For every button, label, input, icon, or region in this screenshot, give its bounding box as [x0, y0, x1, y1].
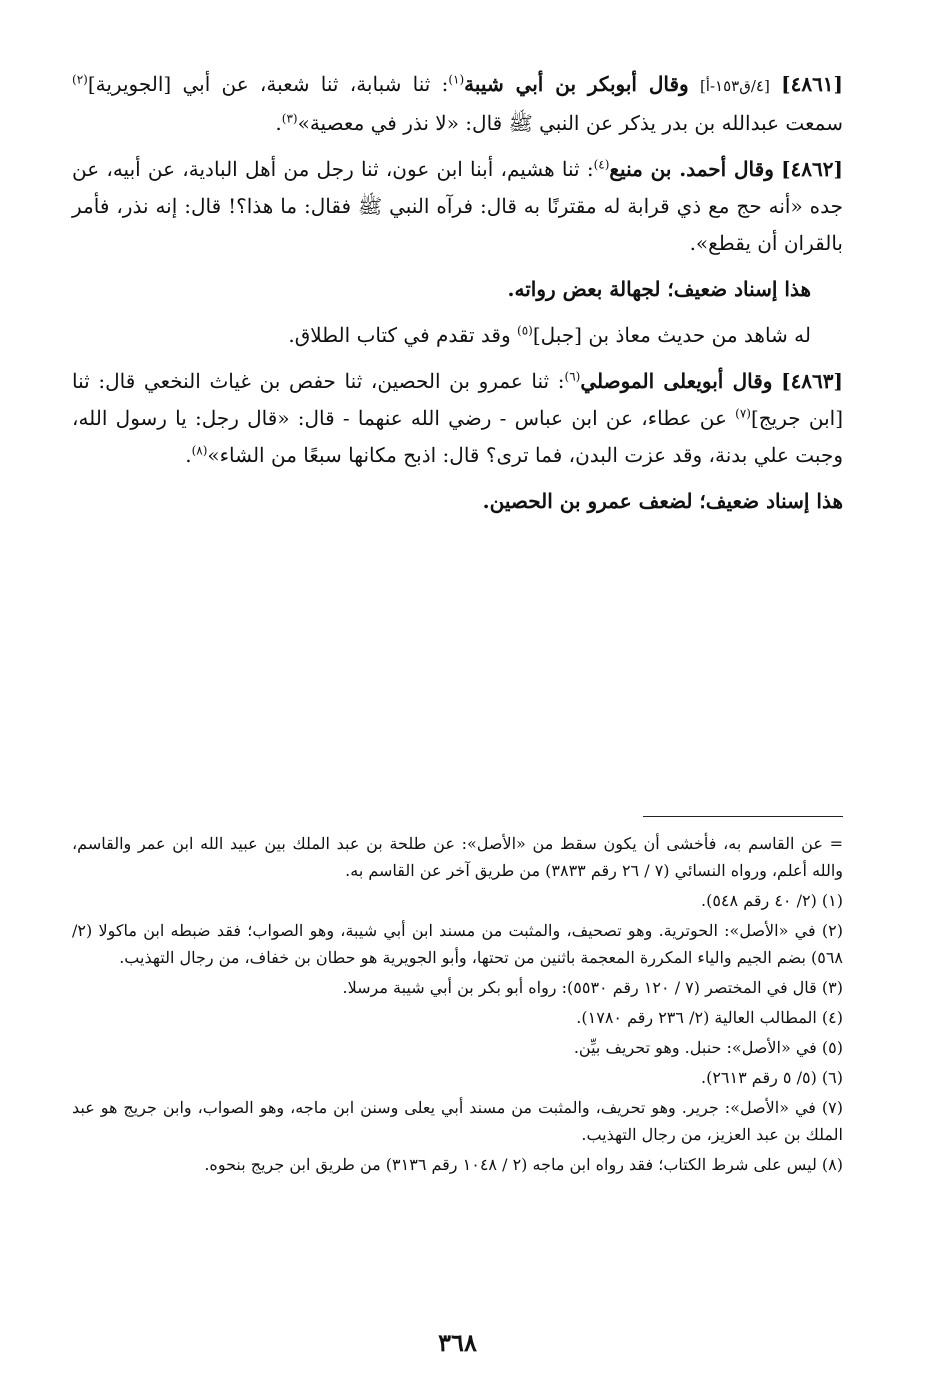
hadith-4863: [72, 363, 843, 474]
isnad-grading: هذا إسناد ضعيف؛ لجهالة بعض رواته.: [507, 277, 811, 301]
hadith-4861: [72, 66, 843, 142]
footnote-8: (٨) ليس على شرط الكتاب؛ فقد رواه ابن ماجه (٢ / ١٠٤٨ رقم ٣١٣٦) من طريق ابن جريج بنحوه.: [204, 1155, 843, 1174]
hadith-text: عن عطاء، عن ابن عباس - رضي الله عنهما - قال: «قال رجل: يا رسول الله، وجبت علي بدنة، وقد عزت البدن، فما ترى؟ قال: اذبح مكانها سبعًا من الشاء»: [72, 406, 843, 467]
narrator-lead: وقال أبويعلى الموصلي: [580, 369, 773, 393]
footnote-marker: (٢): [72, 72, 88, 87]
footnote-marker: (٤): [593, 157, 610, 172]
hadith-text: .: [275, 111, 282, 135]
footnote-marker: (٣): [281, 111, 298, 126]
hadith-number: [٤٨٦٢]: [781, 157, 843, 181]
isnad-grading: هذا إسناد ضعيف؛ لضعف عمرو بن الحصين.: [482, 489, 843, 513]
footnote-2: (٢) في «الأصل»: الحوترية. وهو تصحيف، والمثبت من مسند ابن أبي شيبة، وهو الصواب؛ فقد ضبطه ابن ماكولا (٢/ ٥٦٨) بضم الجيم والياء المكررة المعجمة باثنين من تحتها، وأبو الجويرية هو حطان بن خفاف، من رجال التهذيب.: [72, 921, 843, 967]
hadith-number: [٤٨٦١]: [781, 72, 844, 96]
hadith-4862: [72, 151, 843, 262]
footnote-divider: [643, 816, 843, 817]
witness-text: وقد تقدم في كتاب الطلاق.: [288, 323, 517, 347]
footnote-marker: (١): [448, 72, 465, 87]
footnote-1: (١) (٢/ ٤٠ رقم ٥٤٨).: [701, 891, 843, 910]
footnote-marker: (٨): [191, 443, 208, 458]
page-body: [72, 66, 843, 1374]
witness-note: [72, 317, 843, 354]
witness-text: له شاهد من حديث معاذ بن [جبل]: [532, 323, 811, 347]
footnote-marker: (٥): [517, 323, 533, 338]
footnote-3: (٣) قال في المختصر (٧ / ١٢٠ رقم ٥٥٣٠): رواه أبو بكر بن أبي شيبة مرسلا.: [342, 978, 843, 997]
hadith-text: : ثنا هشيم، أبنا ابن عون، ثنا رجل من أهل البادية، عن أبيه، عن جده «أنه حج مع ذي قرابة له مقترنًا به قال: فرآه النبي ﷺ فقال: ما هذا؟! قال: إنه نذر، فأمر بالقران أن يقطع».: [72, 157, 843, 255]
manuscript-ref: [٤/ق١٥٣-أ]: [699, 77, 770, 95]
footnote-4: (٤) المطالب العالية (٢/ ٢٣٦ رقم ١٧٨٠).: [576, 1008, 843, 1027]
hadith-text: : ثنا شبابة، ثنا شعبة، عن أبي [الجويرية]: [87, 72, 449, 96]
page-number: ٣٦٨: [438, 1328, 477, 1357]
footnote-continuation: = عن القاسم به، فأخشى أن يكون سقط من «الأصل»: عن طلحة بن عبد الملك بين عبيد الله ابن عمر والقاسم، والله أعلم، ورواه النسائي (٧ / ٢٦ رقم ٣٨٣٣) من طريق آخر عن القاسم به.: [72, 834, 843, 880]
footnote-5: (٥) في «الأصل»: حنبل. وهو تحريف بيِّن.: [573, 1038, 843, 1057]
hadith-text: سمعت عبدالله بن بدر يذكر عن النبي ﷺ قال: «لا نذر في معصية»: [297, 111, 843, 135]
hadith-number: [٤٨٦٣]: [781, 369, 843, 393]
narrator-lead: وقال أحمد. بن منيع: [609, 157, 774, 181]
footnote-marker: (٧): [735, 406, 751, 421]
footnotes: [72, 830, 843, 1181]
narrator-lead: وقال أبوبكر بن أبي شيبة: [464, 72, 689, 96]
footnote-marker: (٦): [564, 369, 581, 384]
footnote-7: (٧) في «الأصل»: جرير. وهو تحريف، والمثبت من مسند أبي يعلى وسنن ابن ماجه، وهو الصواب، وابن جريج هو عبد الملك بن عبد العزيز، من رجال التهذيب.: [72, 1098, 843, 1144]
hadith-text: .: [185, 443, 192, 467]
footnote-6: (٦) (٥/ ٥ رقم ٢٦١٣).: [701, 1068, 843, 1087]
hadith-text: : ثنا عمرو بن الحصين، ثنا حفص بن غياث النخعي قال: ثنا [ابن جريج]: [72, 369, 843, 430]
